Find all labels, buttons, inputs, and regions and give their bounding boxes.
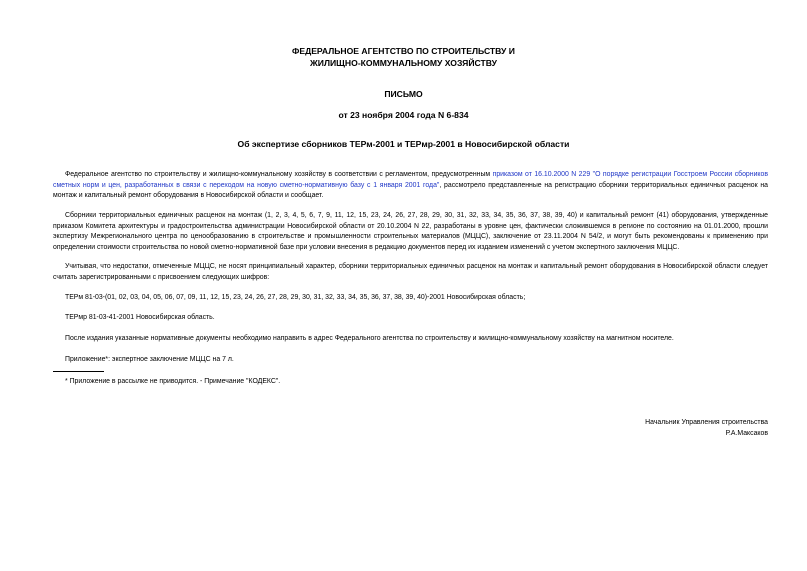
agency-line-2: ЖИЛИЩНО-КОММУНАЛЬНОМУ ХОЗЯЙСТВУ (310, 58, 497, 68)
signature-position: Начальник Управления строительства (645, 419, 768, 426)
paragraph-attachment: Приложение*: экспертное заключение МЦЦС на 7 л. (65, 356, 234, 363)
signature-block (645, 418, 768, 439)
footnote-divider (53, 371, 104, 372)
paragraph-2: Сборники территориальных единичных расценок на монтаж (1, 2, 3, 4, 5, 6, 7, 9, 11, 12, 15, 23, 24, 26, 27, 28, 29, 30, 31, 32, 33, 34, 35, 36, 37, 38, 39, 40) и капитальный ремонт (41) оборудования, утвержденные приказом Комитета архитектуры и градостроительства администрации Новосибирской области от 20.10.2004 N 22, разработаны в уровне цен, фактически сложившемся в регионе по состоянию на 01.01.2000, прошли экспертизу Межрегионального центра по ценообразованию в строительстве и промышленности строительных материалов (МЦЦС), заключение от 23.11.2004 N 54/2, и могут быть рекомендованы к применению при определении стоимости строительства по новой сметно-нормативной базе при условии внесения в редакцию документов перед их изданием изменений с учетом экспертного заключения МЦЦС. (53, 212, 768, 251)
paragraph-1-end: , рассмотрело представленные на регистрацию сборники территориальных единичных расценок на монтаж и капитальный ремонт оборудования в Новосибирской области и сообщает. (53, 181, 768, 200)
footnote: * Приложение в рассылке не приводится. - Примечание "КОДЕКС". (65, 378, 281, 385)
paragraph-1-start: Федеральное агентство по строительству и жилищно-коммунальному хозяйству в соответствии с регламентом, предусмотренным (65, 171, 493, 178)
document-date: от 23 ноября 2004 года N 6-834 (338, 110, 469, 120)
signature-name: Р.А.Максаков (725, 429, 768, 437)
paragraph-submission: После издания указанные нормативные документы необходимо направить в адрес Федерального агентства по строительству и жилищно-коммунальному хозяйству на магнитном носителе. (65, 335, 674, 342)
document-title: Об экспертизе сборников ТЕРм-2001 и ТЕРмр-2001 в Новосибирской области (237, 139, 570, 149)
agency-heading (0, 45, 807, 69)
agency-line-1: ФЕДЕРАЛЬНОЕ АГЕНТСТВО ПО СТРОИТЕЛЬСТВУ И (292, 46, 515, 56)
paragraph-1 (53, 170, 768, 202)
paragraph-code-termr: ТЕРмр 81-03-41-2001 Новосибирская область. (65, 314, 215, 321)
paragraph-code-term: ТЕРм 81-03-(01, 02, 03, 04, 05, 06, 07, 09, 11, 12, 15, 23, 24, 26, 27, 28, 29, 30, 31, 32, 33, 34, 35, 36, 37, 38, 39, 40)-2001 Новосибирская область; (65, 294, 526, 301)
paragraph-3: Учитывая, что недостатки, отмеченные МЦЦС, не носят принципиальный характер, сборники территориальных единичных расценок на монтаж и капитальный ремонт оборудования в Новосибирской области следует считать зарегистрированными с присвоением следующих шифров: (53, 263, 768, 281)
order-229-link[interactable]: приказом от 16.10.2000 N 229 "О порядке регистрации Госстроем России сборников сметных норм и цен, разработанных в связи с переходом на новую сметно-нормативную базу с 1 января 2001 года" (53, 171, 768, 189)
document-type: ПИСЬМО (384, 89, 423, 99)
